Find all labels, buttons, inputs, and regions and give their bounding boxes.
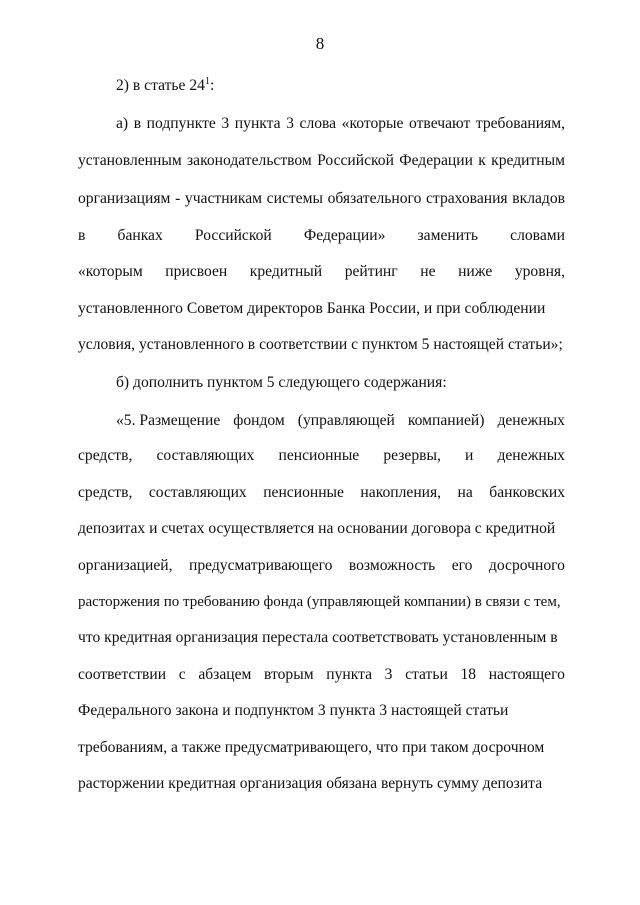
para-5-line-8: соответствии с абзацем вторым пункта 3 статьи 18 настоящего bbox=[78, 666, 565, 683]
para-5-line-6: расторжения по требованию фонда (управляющей компании) в связи с тем, bbox=[78, 594, 561, 610]
para-b-line-1: б) дополнить пунктом 5 следующего содержания: bbox=[116, 374, 447, 391]
para-5-line-1: «5. Размещение фондом (управляющей компанией) денежных bbox=[116, 412, 565, 429]
para-a-line-5: «которым присвоен кредитный рейтинг не ниже уровня, bbox=[78, 263, 565, 280]
page-number: 8 bbox=[315, 34, 325, 53]
para-5-line-3: средств, составляющих пенсионные накопления, на банковских bbox=[78, 484, 565, 501]
para-a-line-3: организациям - участникам системы обязательного страхования вкладов bbox=[78, 190, 565, 207]
para-a-line-7: условия, установленного в соответствии с пунктом 5 настоящей статьи»; bbox=[78, 336, 563, 353]
para-5-line-9: Федерального закона и подпунктом 3 пункта 3 настоящей статьи bbox=[78, 702, 509, 719]
para-5-line-7: что кредитная организация перестала соответствовать установленным в bbox=[78, 629, 558, 646]
superscript: 1 bbox=[204, 75, 210, 87]
para-a-line-4: в банках Российской Федерации» заменить словами bbox=[78, 227, 565, 244]
para-5-line-2: средств, составляющих пенсионные резервы, и денежных bbox=[78, 447, 565, 464]
para-a-line-6: установленного Советом директоров Банка России, и при соблюдении bbox=[78, 300, 546, 317]
para-a-line-2: установленным законодательством Российской Федерации к кредитным bbox=[78, 152, 565, 169]
para-5-line-5: организацией, предусматривающего возможность его досрочного bbox=[78, 557, 565, 574]
para-5-line-11: расторжении кредитная организация обязана вернуть сумму депозита bbox=[78, 775, 543, 792]
para-5-line-4: депозитах и счетах осуществляется на основании договора с кредитной bbox=[78, 520, 556, 537]
para-a-line-1: а) в подпункте 3 пункта 3 слова «которые отвечают требованиям, bbox=[116, 115, 565, 132]
item-2-heading: 2) в статье $24^1$: bbox=[116, 75, 215, 94]
para-5-line-10: требованиям, а также предусматривающего, что при таком досрочном bbox=[78, 739, 545, 756]
